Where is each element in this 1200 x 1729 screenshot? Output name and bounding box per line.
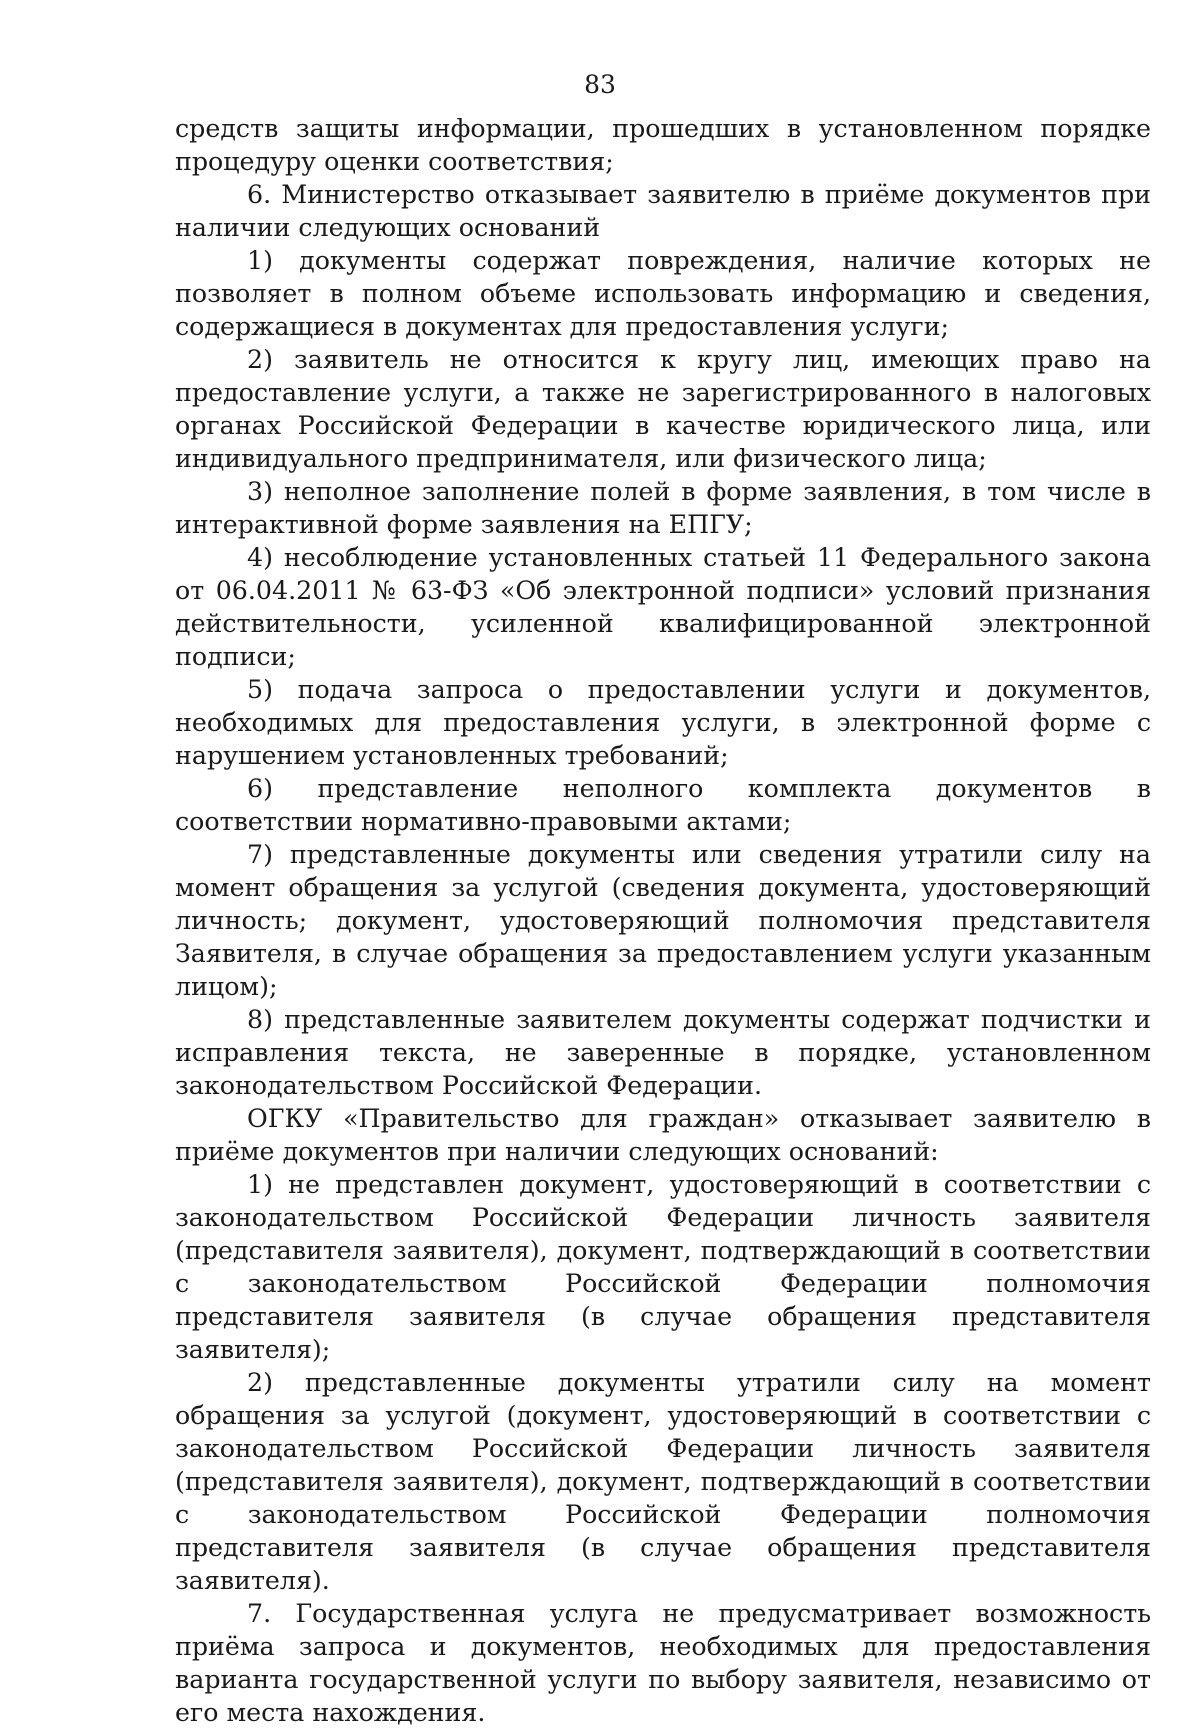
paragraph: 2) представленные документы утратили силу на момент обращения за услугой (документ, удостоверяющий в соответствии с законодательством Российской Федерации личность заявителя (представителя заявителя), документ, подтверждающий в соответствии с законодательством Российской Федерации полномочия представителя заявителя (в случае обращения представителя заявителя). [175,1368,1151,1595]
paragraph: 6. Министерство отказывает заявителю в приёме документов при наличии следующих оснований [175,180,1151,242]
paragraph: ОГКУ «Правительство для граждан» отказывает заявителю в приёме документов при наличии следующих оснований: [175,1104,1151,1166]
paragraph: 1) документы содержат повреждения, наличие которых не позволяет в полном объеме использовать информацию и сведения, содержащиеся в документах для предоставления услуги; [175,246,1151,341]
paragraph: 4) несоблюдение установленных статьей 11 Федерального закона от 06.04.2011 № 63-ФЗ «Об электронной подписи» условий признания действительности, усиленной квалифицированной электронной подписи; [175,543,1151,671]
page-number: 83 [584,70,616,99]
document-body [175,112,1151,1729]
paragraph: 3) неполное заполнение полей в форме заявления, в том числе в интерактивной форме заявления на ЕПГУ; [175,477,1151,539]
paragraph: 2) заявитель не относится к кругу лиц, имеющих право на предоставление услуги, а также не зарегистрированного в налоговых органах Российской Федерации в качестве юридического лица, или индивидуального предпринимателя, или физического лица; [175,345,1151,473]
paragraph: средств защиты информации, прошедших в установленном порядке процедуру оценки соответствия; [175,114,1151,176]
paragraph: 5) подача запроса о предоставлении услуги и документов, необходимых для предоставления услуги, в электронной форме с нарушением установленных требований; [175,675,1151,770]
paragraph: 8) представленные заявителем документы содержат подчистки и исправления текста, не заверенные в порядке, установленном законодательством Российской Федерации. [175,1005,1151,1100]
paragraph: 6) представление неполного комплекта документов в соответствии нормативно-правовыми актами; [175,774,1151,836]
paragraph: 7. Государственная услуга не предусматривает возможность приёма запроса и документов, необходимых для предоставления варианта государственной услуги по выбору заявителя, независимо от его места нахождения. [175,1599,1151,1727]
paragraph: 7) представленные документы или сведения утратили силу на момент обращения за услугой (сведения документа, удостоверяющий личность; документ, удостоверяющий полномочия представителя Заявителя, в случае обращения за предоставлением услуги указанным лицом); [175,840,1151,1001]
paragraph: 1) не представлен документ, удостоверяющий в соответствии с законодательством Российской Федерации личность заявителя (представителя заявителя), документ, подтверждающий в соответствии с законодательством Российской Федерации полномочия представителя заявителя (в случае обращения представителя заявителя); [175,1170,1151,1364]
